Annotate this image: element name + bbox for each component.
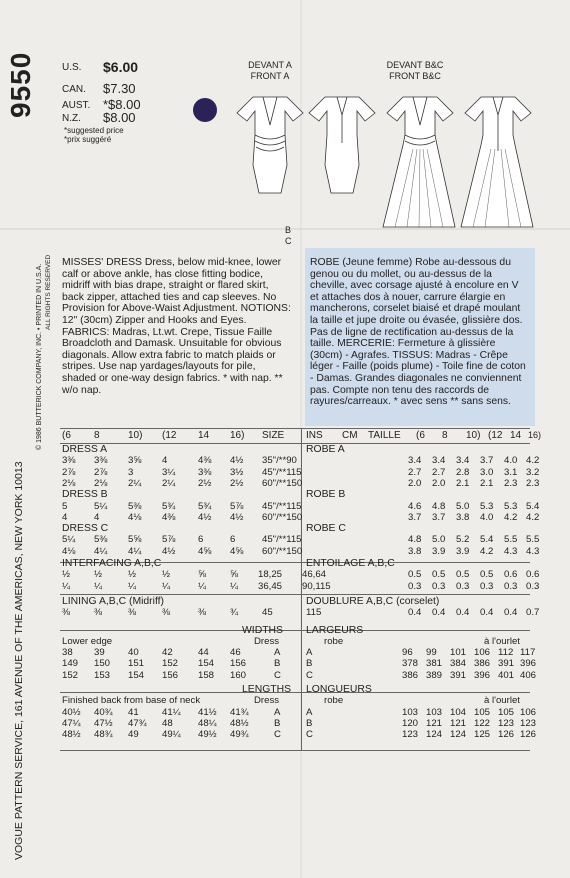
yardage-cell: 5¾ [198,500,212,512]
measure-cm-cell: 103 [426,706,443,718]
section-label-fr: DOUBLURE A,B,C (corselet) [306,595,440,607]
measure-cell: 47¾ [128,717,147,729]
width-cm-cell: 115 [306,607,322,619]
metric-cell: 0.3 [480,580,494,592]
measure-cell: 48½ [62,729,81,741]
publisher-address: VOGUE PATTERN SERVICE, 161 AVENUE OF THE AMERICAS, NEW YORK 10013 [13,461,25,860]
fabric-width-cell: 45"/**115 [262,500,302,512]
metric-cell: 0.5 [480,569,494,581]
suggested-price-note-fr: *prix suggéré [64,135,112,144]
metric-cell: 0.5 [456,569,470,581]
metric-cell: 5.0 [432,534,446,546]
metric-cell: 3.9 [456,545,470,557]
measure-cm-cell: 391 [498,658,515,670]
metric-cell: 5.3 [480,500,494,512]
measure-cm-cell: 391 [450,669,467,681]
rule [60,428,530,429]
dress-sketches [225,85,570,245]
metric-cell: 2.7 [432,466,446,478]
metric-cell: 0.4 [432,607,446,619]
section-label: DRESS B [62,489,108,501]
measure-cell: 41¼ [162,706,181,718]
measure-cm-cell: 123 [498,717,515,729]
ourlet-label: à l'ourlet [484,695,520,707]
measure-cm-cell: 123 [402,729,419,741]
view-letter-fr: C [306,729,313,741]
yardage-cell: 5⅝ [128,534,142,546]
yardage-cell: 6 [198,534,204,546]
size-col: 14 [510,430,522,441]
measure-cell: 41 [128,706,139,718]
measure-cell: 156 [162,669,179,681]
view-letter: C [274,729,281,741]
metric-cell: 2.0 [408,477,422,489]
metric-cell: 3.8 [456,511,470,523]
size-col: 10) [128,430,143,441]
front-b-sketch [383,97,455,227]
metric-cell: 4.2 [480,545,494,557]
measure-cell: 48¼ [198,717,217,729]
measure-cm-cell: 125 [474,729,491,741]
metric-cell: 0.4 [456,607,470,619]
yardage-cell: 3½ [230,466,244,478]
size-col: 10) [466,430,481,441]
yardage-cell: 4⅛ [62,545,76,557]
width-in-cell: 18,25 [258,569,283,581]
price-value: $6.00 [103,59,139,75]
measure-cell: 41½ [198,706,217,718]
measure-cell: 49½ [198,729,217,741]
width-in-cell: 36,45 [258,580,283,592]
rights-text: ALL RIGHTS RESERVED [45,254,52,330]
size-col: (12 [162,430,177,441]
metric-cell: 4.3 [526,545,540,557]
metric-cell: 3.2 [526,466,540,478]
yardage-cell: 3⅜ [94,455,108,467]
yardage-cell: ¼ [230,580,239,592]
yardage-cell: 3⅜ [198,466,212,478]
yardage-cell: 2½ [230,477,244,489]
metric-cell: 2.3 [526,477,540,489]
measure-cm-cell: 96 [402,647,413,659]
yardage-cell: ¼ [128,580,137,592]
yardage-cell: ¼ [94,580,103,592]
yardage-cell: 4⅝ [230,545,244,557]
cm-label: CM [342,430,358,441]
metric-cell: 0.6 [504,569,518,581]
metric-cell: 2.8 [456,466,470,478]
measure-cell: 152 [162,658,179,670]
yardage-cell: 4⅝ [198,545,212,557]
measure-cm-cell: 123 [520,717,537,729]
measure-cm-cell: 103 [402,706,419,718]
fabric-width-cell: 60"/**150 [262,477,303,489]
yardage-cell: ⅜ [162,607,171,619]
metric-cell: 0.3 [526,580,540,592]
view-letter-fr: B [306,658,313,670]
yardage-cell: 4¼ [94,545,108,557]
measure-cm-cell: 112 [498,647,514,659]
measure-sub: Finished back from base of neck [62,695,201,707]
dress-col-label: Dress [254,695,280,707]
ourlet-label: à l'ourlet [484,635,520,647]
rule [60,630,530,631]
measure-cell: 154 [198,658,215,670]
fabric-width-cell: 45"/**115 [262,466,302,478]
measure-cell: 40¾ [94,706,113,718]
metric-cell: 0.4 [408,607,422,619]
metric-cell: 2.1 [480,477,494,489]
metric-cell: 4.2 [526,455,540,467]
metric-cell: 4.8 [432,500,446,512]
metric-cell: 3.7 [480,455,494,467]
measure-cell: 41¾ [230,706,249,718]
front-a-label: DEVANT A FRONT A [248,60,292,81]
measure-cm-cell: 384 [450,658,467,670]
metric-cell: 3.1 [504,466,518,478]
measure-cm-cell: 124 [426,729,443,741]
yardage-cell: ½ [94,569,103,581]
yardage-cell: 5⅞ [230,500,244,512]
yardage-cell: ½ [62,569,71,581]
measure-cm-cell: 378 [402,658,419,670]
suggested-price-note: *suggested price [64,126,124,135]
price-label: AUST. [62,100,91,111]
metric-cell: 0.4 [480,607,494,619]
view-label-b: B [285,225,292,235]
yardage-cell: 5⅜ [94,534,108,546]
yardage-cell: ⅜ [198,607,207,619]
measure-cell: 47½ [94,717,113,729]
price-value: $7.30 [103,81,136,96]
view-letter: A [274,706,281,718]
registration-dot [193,98,217,122]
yardage-cell: 2¼ [162,477,176,489]
section-label: DRESS A [62,444,108,455]
section-label: DRESS C [62,523,109,535]
rule [60,750,530,751]
yardage-cell: ¼ [162,580,171,592]
view-letter-fr: A [306,647,313,659]
metric-cell: 4.2 [526,511,540,523]
measure-cell: 39 [94,647,105,659]
measure-cell: 153 [94,669,111,681]
yardage-cell: 6 [230,534,236,546]
section-label-fr: ROBE C [306,523,346,535]
yardage-cell: 2¼ [128,477,142,489]
metric-cell: 0.3 [432,580,446,592]
yardage-cell: 4 [162,455,168,467]
metric-cell: 5.0 [456,500,470,512]
measure-cell: 154 [128,669,145,681]
measure-cell: 158 [198,669,215,681]
metric-cell: 3.4 [456,455,470,467]
measure-cell: 49¼ [162,729,181,741]
yardage-cell: 5 [62,500,68,512]
metric-cell: 3.4 [408,455,422,467]
yardage-cell: 2⅞ [62,466,76,478]
size-col: (6 [62,430,71,441]
metric-cell: 5.5 [504,534,518,546]
yardage-cell: 5¾ [162,500,176,512]
measure-cm-cell: 126 [520,729,537,741]
robe-col-label: robe [324,695,344,707]
measure-cell: 49 [128,729,139,741]
rule [60,692,530,693]
view-letter-fr: A [306,706,313,718]
size-col: 16) [528,430,542,440]
section-label: INTERFACING A,B,C [62,558,162,569]
yardage-cell: ⅝ [198,569,207,581]
measure-cell: 46 [230,647,241,659]
robe-col-label: robe [324,635,344,647]
measure-title: LENGTHS [242,684,292,695]
yardage-cell: 4½ [230,511,244,523]
metric-cell: 3.4 [432,455,446,467]
view-letter-fr: C [306,669,313,681]
yardage-cell: ⅜ [128,607,137,619]
back-a-sketch [309,97,375,193]
measure-cell: 149 [62,658,79,670]
price-value: $8.00 [103,110,136,125]
measure-title: WIDTHS [242,624,283,636]
size-col: 14 [198,430,210,441]
price-value: *$8.00 [103,97,141,112]
size-header [62,430,542,442]
measure-cm-cell: 117 [520,647,536,659]
metric-cell: 0.5 [408,569,422,581]
yardage-cell: ⅜ [94,607,103,619]
metric-cell: 2.0 [432,477,446,489]
pattern-number: 9550 [5,51,36,118]
yardage-cell: 3⅜ [62,455,76,467]
yardage-cell: 2½ [198,477,212,489]
measure-cm-cell: 99 [426,647,437,659]
size-label: SIZE [262,430,285,441]
metric-cell: 4.3 [504,545,518,557]
back-b-sketch [461,97,533,227]
metric-cell: 2.3 [504,477,518,489]
yardage-cell: ¼ [62,580,71,592]
yardage-cell: 3 [128,466,134,478]
yardage-cell: ½ [162,569,171,581]
measure-cm-cell: 381 [426,658,443,670]
size-col: (6 [416,430,425,441]
metric-cell: 0.5 [432,569,446,581]
measure-cm-cell: 122 [474,717,491,729]
metric-cell: 3.9 [432,545,446,557]
measure-cm-cell: 124 [450,729,467,741]
metric-cell: 5.4 [526,500,540,512]
measure-cell: 48 [162,717,173,729]
metric-cell: 0.4 [504,607,518,619]
metric-cell: 0.6 [526,569,540,581]
yardage-cell: 5⅞ [162,534,176,546]
price-label: N.Z. [62,113,81,124]
measure-cell: 156 [230,658,247,670]
size-col: (12 [488,430,503,441]
measure-cell: 48½ [230,717,249,729]
price-label: U.S. [62,62,82,73]
metric-cell: 4.2 [504,511,518,523]
yardage-cell: ¼ [198,580,207,592]
measure-cell: 160 [230,669,247,681]
yardage-cell: 4 [62,511,68,523]
size-col: 16) [230,430,245,441]
measure-cm-cell: 106 [520,706,537,718]
metric-cell: 4.0 [504,455,518,467]
size-col: 8 [94,430,100,441]
measure-cm-cell: 396 [520,658,537,670]
metric-cell: 5.2 [456,534,470,546]
yardage-cell: 3¼ [162,466,176,478]
metric-cell: 0.7 [526,607,540,619]
section-label-fr: ENTOILAGE A,B,C [306,558,395,569]
measure-cm-cell: 406 [520,669,537,681]
yardage-cell: 4½ [230,455,244,467]
front-bc-label: DEVANT B&C FRONT B&C [386,60,444,81]
metric-cell: 4.6 [408,500,422,512]
measure-cm-cell: 401 [498,669,515,681]
fabric-width-cell: 35"/**90 [262,455,297,467]
yardage-cell: 5¼ [62,534,76,546]
measure-cm-cell: 120 [402,717,419,729]
description-en: MISSES' DRESS Dress, below mid-knee, lower calf or above ankle, has close fitting bodice, midriff with bias drape, straight or flared skirt, back zipper, attached ties and cap sleeves. No Provision for Above-Waist Adjustment. NOTIONS: 12" (30cm) Zipper and Hooks and Eyes. FABRICS: Madras, Lt.wt. Crepe, Tissue Faille Broadcloth and Damask. Unsuitable for obvious diagonals. Allow extra fabric to match plaids or stripes. Use nap yardages/layouts for pile, shaded or one-way design fabrics. * with nap. ** w/o nap. [62,257,291,396]
view-letter: B [274,658,281,670]
metric-cell: 4.0 [480,511,494,523]
width-in-cell: 45 [262,607,273,619]
yardage-cell: ⅜ [62,607,71,619]
section-label-fr: ROBE B [306,489,346,501]
measure-cm-cell: 101 [450,647,467,659]
dress-col-label: Dress [254,635,280,647]
fabric-width-cell: 45"/**115 [262,534,302,546]
yardage-cell: 3⅝ [128,455,142,467]
yardage-cell: 4⅜ [162,511,176,523]
yardage-cell: 5¼ [94,500,108,512]
measure-cm-cell: 106 [474,647,491,659]
fabric-width-cell: 60"/**150 [262,545,303,557]
measure-cm-cell: 386 [474,658,491,670]
measure-cell: 47¼ [62,717,81,729]
measure-cell: 42 [162,647,173,659]
copyright-text: © 1986 BUTTERICK COMPANY, INC. • PRINTED IN U.S.A. [36,263,43,450]
metric-cell: 3.0 [480,466,494,478]
rule [60,443,530,444]
yardage-cell: 4½ [198,511,212,523]
view-letter: C [274,669,281,681]
measure-cell: 48¾ [94,729,113,741]
yardage-cell: ½ [128,569,137,581]
measure-title-fr: LONGUEURS [306,684,372,695]
yardage-cell: 4⅜ [198,455,212,467]
metric-cell: 3.7 [408,511,422,523]
view-letter: B [274,717,281,729]
yardage-cell: 4⅛ [128,511,142,523]
yardage-cell: 4½ [162,545,176,557]
metric-cell: 0.3 [504,580,518,592]
metric-cell: 5.3 [504,500,518,512]
metric-cell: 2.1 [456,477,470,489]
measure-cell: 40 [128,647,139,659]
measure-cm-cell: 126 [498,729,515,741]
measure-title-fr: LARGEURS [306,624,364,636]
taille-label: TAILLE [368,430,401,441]
measure-cm-cell: 105 [498,706,515,718]
measure-cm-cell: 105 [474,706,491,718]
metric-cell: 5.4 [480,534,494,546]
size-col: 8 [442,430,448,441]
measure-cell: 152 [62,669,79,681]
measure-cm-cell: 121 [426,717,443,729]
price-label: CAN. [62,84,86,95]
view-letter: A [274,647,281,659]
measure-cm-cell: 121 [450,717,467,729]
yardage-cell: 2⅞ [94,466,108,478]
yardage-cell: ⅝ [230,569,239,581]
yardage-cell: ¾ [230,607,239,619]
description-fr: ROBE (Jeune femme) Robe au-dessous du genou ou du mollet, ou au-dessus de la cheville, avec corsage ajusté à encolure en V et attaches dos à nouer, carrure élargie en mancherons, corselet biaisé et drapé moulant la taille et jupe droite ou évasée, glissière dos. Pas de ligne de rectification au-dessus de la taille. MERCERIE: Fermeture à glissière (30cm) - Agrafes. TISSUS: Madras - Crêpe léger - Faille (poids plume) - Toile fine de coton - Damas. Grandes diagonales ne conviennent pas. Compte non tenu des raccords de rayures/carreaux. * avec sens ** sans sens. [310,257,526,408]
measure-cm-cell: 386 [402,669,419,681]
section-label-fr: ROBE A [306,444,345,455]
rule [60,594,530,595]
yardage-cell: 2⅛ [62,477,76,489]
measure-cm-cell: 389 [426,669,443,681]
ins-label: INS [306,430,323,441]
measure-cell: 44 [198,647,209,659]
measure-cell: 150 [94,658,111,670]
yardage-cell: 2⅛ [94,477,108,489]
measure-cell: 38 [62,647,73,659]
fabric-width-cell: 60"/**150 [262,511,303,523]
yardage-cell: 4 [94,511,100,523]
measure-cm-cell: 104 [450,706,467,718]
measure-cell: 40½ [62,706,81,718]
measure-cell: 151 [128,658,145,670]
measure-cm-cell: 396 [474,669,491,681]
metric-cell: 0.3 [408,580,422,592]
view-label-c: C [285,236,292,246]
metric-cell: 3.7 [432,511,446,523]
measure-cell: 49¾ [230,729,249,741]
measure-sub: Lower edge [62,635,113,647]
metric-cell: 5.5 [526,534,540,546]
width-cm-cell: 90,115 [302,580,331,592]
metric-cell: 3.8 [408,545,422,557]
metric-cell: 0.3 [456,580,470,592]
metric-cell: 2.7 [408,466,422,478]
width-cm-cell: 46,64 [302,569,327,581]
view-letter-fr: B [306,717,313,729]
yardage-cell: 5⅜ [128,500,142,512]
yardage-cell: 4¼ [128,545,142,557]
front-a-sketch [237,97,303,193]
section-label: LINING A,B,C (Midriff) [62,595,164,607]
metric-cell: 4.8 [408,534,422,546]
